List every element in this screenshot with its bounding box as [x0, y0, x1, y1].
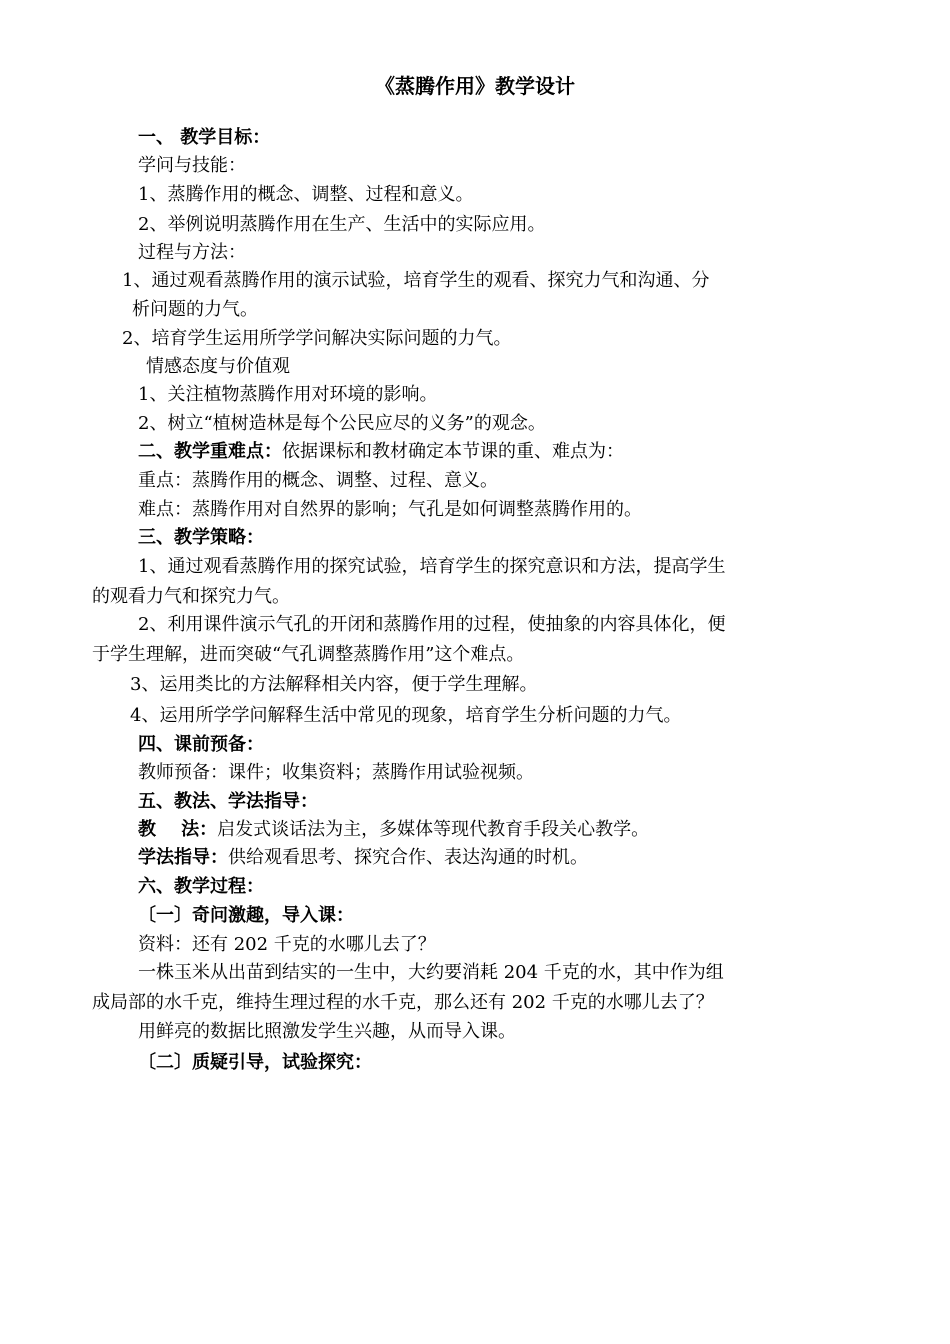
bold-text: 五、教法、学法指导：: [138, 791, 318, 812]
body-text: 于学生理解，进而突破“气孔调整蒸腾作用”这个难点。: [92, 644, 525, 665]
paragraph-line: [138, 933, 436, 957]
body-text: 2、利用课件演示气孔的开闭和蒸腾作用的过程，使抽象的内容具体化，便: [138, 614, 726, 635]
body-text: 2、培育学生运用所学学问解决实际问题的力气。: [122, 328, 512, 349]
bold-text: 学法指导：: [138, 847, 228, 868]
body-text: 依据课标和教材确定本节课的重、难点为：: [282, 441, 624, 462]
section-heading-teaching-process: [138, 875, 264, 899]
paragraph-line: [138, 555, 725, 579]
bold-text: 四、课前预备：: [138, 734, 264, 755]
section-heading-preparation: [138, 733, 264, 757]
paragraph-line: [138, 818, 649, 842]
bold-text: 一、 教学目标：: [138, 127, 271, 148]
body-text: 3、运用类比的方法解释相关内容，便于学生理解。: [130, 674, 538, 695]
paragraph-line: [138, 846, 588, 870]
body-text: 供给观看思考、探究合作、表达沟通的时机。: [228, 847, 588, 868]
list-item: [138, 213, 545, 237]
bold-text: 三、教学策略：: [138, 527, 264, 548]
body-text: 用鲜亮的数据比照激发学生兴趣，从而导入课。: [138, 1021, 516, 1042]
body-text: 1、通过观看蒸腾作用的演示试验，培育学生的观看、探究力气和沟通、分: [122, 270, 710, 291]
list-item: [138, 183, 473, 207]
paragraph-line: [130, 704, 681, 728]
document-title: 《蒸腾作用》教学设计: [375, 74, 575, 98]
body-text: 过程与方法：: [138, 242, 246, 263]
bold-text: 六、教学过程：: [138, 876, 264, 897]
body-text: 情感态度与价值观: [146, 356, 290, 377]
body-text: 难点：蒸腾作用对自然界的影响；气孔是如何调整蒸腾作用的。: [138, 499, 642, 520]
body-text: 1、关注植物蒸腾作用对环境的影响。: [138, 384, 438, 405]
subheading-process: [138, 241, 246, 265]
body-text: 1、通过观看蒸腾作用的探究试验，培育学生的探究意识和方法，提高学生: [138, 556, 726, 577]
list-item: [138, 412, 546, 436]
body-text: 资料：还有 202 千克的水哪儿去了？: [138, 934, 436, 955]
section-heading-strategy: [138, 526, 264, 550]
body-text: 重点：蒸腾作用的概念、调整、过程、意义。: [138, 470, 498, 491]
list-item-continuation: [132, 298, 258, 322]
bold-text: 教 法：: [138, 819, 218, 840]
paragraph-line: [130, 673, 537, 697]
list-item: [122, 327, 511, 351]
list-item: [122, 269, 709, 293]
bold-text: 〔二〕质疑引导，试验探究：: [138, 1052, 372, 1073]
paragraph-line: [138, 961, 724, 985]
section-heading-objectives: [138, 126, 270, 150]
body-text: 析问题的力气。: [132, 299, 258, 320]
paragraph-line: [92, 643, 524, 667]
paragraph-line: [92, 991, 714, 1015]
paragraph-line: [138, 761, 534, 785]
body-text: 成局部的水千克，维持生理过程的水千克，那么还有 202 千克的水哪儿去了？: [92, 992, 714, 1013]
body-text: 启发式谈话法为主，多媒体等现代教育手段关心教学。: [217, 819, 650, 840]
paragraph-line: [92, 585, 290, 609]
body-text: 一株玉米从出苗到结实的一生中，大约要消耗 204 千克的水，其中作为组: [138, 962, 724, 983]
bold-text: 〔一〕奇问激趣，导入课：: [138, 905, 354, 926]
subheading-attitude: [146, 355, 290, 379]
body-text: 学问与技能：: [138, 155, 246, 176]
list-item: [138, 383, 437, 407]
paragraph-line: [138, 613, 725, 637]
bold-text: 二、教学重难点：: [138, 441, 282, 462]
body-text: 1、蒸腾作用的概念、调整、过程和意义。: [138, 184, 474, 205]
section-heading-key-points: [138, 440, 624, 464]
subheading-knowledge: [138, 154, 246, 178]
paragraph-line: [138, 1020, 516, 1044]
section-heading-methods: [138, 790, 318, 814]
body-text: 2、举例说明蒸腾作用在生产、生活中的实际应用。: [138, 214, 546, 235]
body-text: 的观看力气和探究力气。: [92, 586, 290, 607]
subheading-experiment: [138, 1051, 372, 1075]
body-text: 4、运用所学学问解释生活中常见的现象，培育学生分析问题的力气。: [130, 705, 682, 726]
subheading-introduction: [138, 904, 354, 928]
body-text: 教师预备：课件；收集资料；蒸腾作用试验视频。: [138, 762, 534, 783]
paragraph-line: [138, 469, 498, 493]
paragraph-line: [138, 498, 642, 522]
body-text: 2、树立“植树造林是每个公民应尽的义务”的观念。: [138, 413, 546, 434]
